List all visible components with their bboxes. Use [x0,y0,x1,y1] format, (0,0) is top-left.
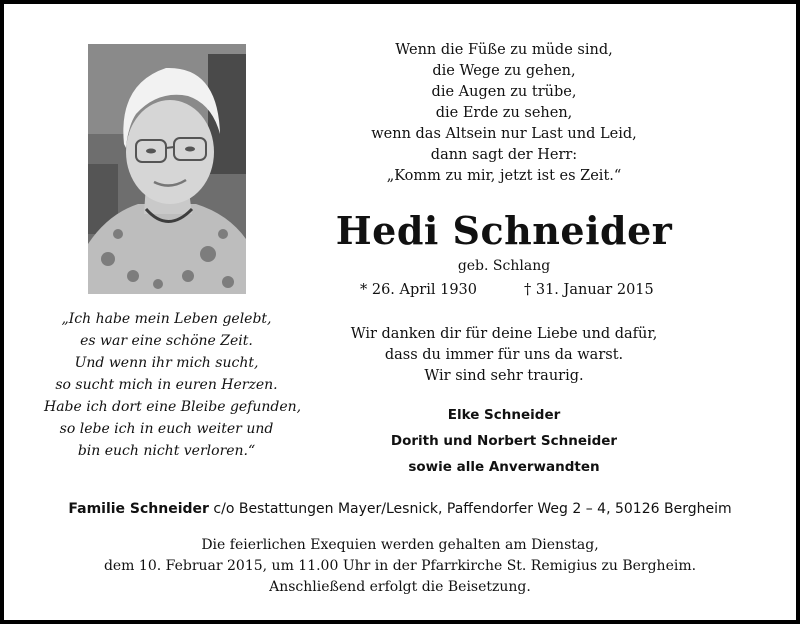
thanks-line: Wir danken dir für deine Liebe und dafür, [350,326,658,342]
contact-address [4,501,796,517]
portrait-illustration [88,44,246,294]
poem-line: „Komm zu mir, jetzt ist es Zeit.“ [386,168,622,184]
portrait-photo [88,44,246,294]
undertaker-address: c/o Bestattungen Mayer/Lesnick, Paffendorfer Weg 2 – 4, 50126 Bergheim [208,501,732,517]
thanks-text [334,324,674,387]
poem-line: Wenn die Füße zu müde sind, [395,42,613,58]
poem-line: wenn das Altsein nur Last und Leid, [371,126,637,142]
birth-date: * 26. April 1930 [360,282,477,298]
maiden-name: geb. Schlang [457,258,551,274]
quote-verse [44,308,302,462]
family-name: Familie Schneider [68,501,209,517]
quote-line: so sucht mich in euren Herzen. [55,377,278,393]
mourners-list [334,402,674,480]
poem-line: die Erde zu sehen, [435,105,573,121]
funeral-info [4,535,796,598]
thanks-line: Wir sind sehr traurig. [424,368,584,384]
quote-line: „Ich habe mein Leben gelebt, [61,311,272,327]
quote-line: Habe ich dort eine Bleibe gefunden, [44,399,302,415]
funeral-line: Anschließend erfolgt die Beisetzung. [269,579,531,595]
mourner-name: sowie alle Anverwandten [408,459,600,475]
quote-line: so lebe ich in euch weiter und [59,421,274,437]
quote-line: bin euch nicht verloren.“ [77,443,256,459]
deceased-name: Hedi Schneider [335,208,673,253]
mourner-name: Elke Schneider [447,407,561,423]
mourner-name: Dorith und Norbert Schneider [390,433,618,449]
poem-line: die Wege zu gehen, [432,63,576,79]
poem-line: dann sagt der Herr: [430,147,578,163]
quote-line: Und wenn ihr mich sucht, [74,355,259,371]
funeral-line: Die feierlichen Exequien werden gehalten am Dienstag, [201,537,599,553]
thanks-line: dass du immer für uns da warst. [384,347,624,363]
funeral-line: dem 10. Februar 2015, um 11.00 Uhr in der Pfarrkirche St. Remigius zu Bergheim. [103,558,697,574]
poem-line: die Augen zu trübe, [431,84,577,100]
quote-line: es war eine schöne Zeit. [80,333,253,349]
poem-verse [334,40,674,187]
death-date: † 31. Januar 2015 [524,282,654,298]
